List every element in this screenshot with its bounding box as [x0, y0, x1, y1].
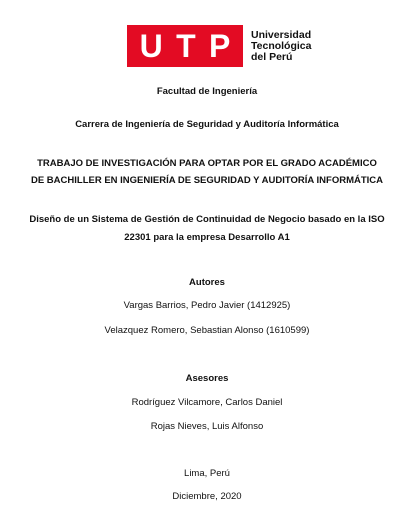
logo-letter-u: U: [139, 28, 163, 64]
thesis-title-line-2: 22301 para la empresa Desarrollo A1: [124, 232, 290, 243]
author-name: Vargas Barrios, Pedro Javier (1412925): [123, 300, 291, 311]
utp-logo: [127, 25, 311, 67]
logo-letter-t: T: [176, 28, 196, 64]
logo-text-line-2: Tecnológica: [251, 39, 312, 52]
logo-text-line-1: Universidad: [251, 28, 312, 41]
logo-letter-p: P: [208, 28, 231, 64]
advisor-name: Rodríguez Vilcamore, Carlos Daniel: [131, 397, 283, 408]
date: Diciembre, 2020: [172, 491, 242, 502]
logo-text-line-3: del Perú: [251, 50, 293, 63]
authors-heading: Autores: [189, 277, 225, 288]
advisors-heading: Asesores: [185, 373, 229, 384]
work-type-line-2: DE BACHILLER EN INGENIERÍA DE SEGURIDAD Y AUDITORÍA INFORMÁTICA: [30, 175, 384, 186]
work-type-line-1: TRABAJO DE INVESTIGACIÓN PARA OPTAR POR EL GRADO ACADÉMICO: [37, 158, 377, 169]
author-name: Velazquez Romero, Sebastian Alonso (1610599): [104, 325, 310, 336]
faculty-name: Facultad de Ingeniería: [156, 86, 258, 97]
career-name: Carrera de Ingeniería de Seguridad y Auditoría Informática: [75, 119, 339, 130]
logo-university-name: [251, 30, 311, 63]
thesis-title-line-1: Diseño de un Sistema de Gestión de Continuidad de Negocio basado en la ISO: [29, 214, 385, 225]
utp-logo-box: [127, 25, 243, 67]
advisor-name: Rojas Nieves, Luis Alfonso: [150, 421, 264, 432]
place: Lima, Perú: [184, 468, 230, 479]
